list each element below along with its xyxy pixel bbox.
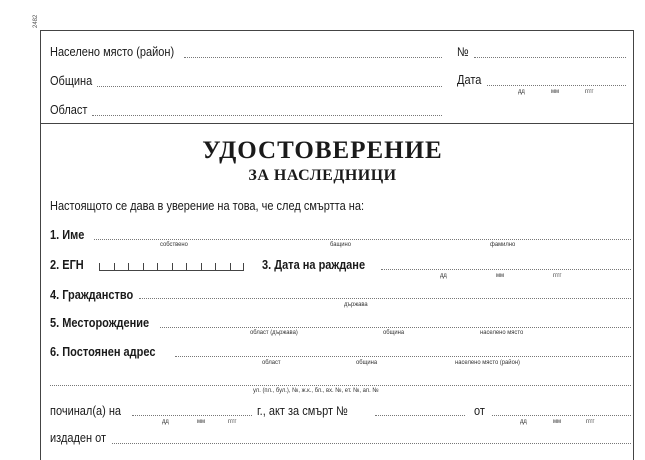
settlement-label: Населено място (район) [50, 45, 175, 59]
birthplace-field[interactable] [160, 327, 631, 328]
document-subtitle: ЗА НАСЛЕДНИЦИ [248, 167, 397, 184]
birth-month-hint: мм [496, 272, 505, 279]
address-label: 6. Постоянен адрес [50, 345, 156, 359]
birthplace-label: 5. Месторождение [50, 316, 150, 330]
header-divider [40, 123, 634, 124]
municipality-label: Община [50, 74, 93, 88]
citizenship-label: 4. Гражданство [50, 288, 134, 302]
date-month-hint: мм [551, 88, 560, 95]
date-label: Дата [457, 73, 482, 87]
from-date-field[interactable] [492, 415, 631, 416]
name-middle-hint: бащино [330, 241, 352, 248]
died-label: починал(а) на [50, 404, 122, 418]
birth-year-hint: гггг [553, 272, 562, 279]
street-field[interactable] [50, 385, 631, 386]
citizenship-hint: държава [344, 301, 368, 308]
birth-date-label: 3. Дата на раждане [262, 258, 366, 272]
died-year-hint: гггг [228, 418, 237, 425]
address-region-hint: област [262, 359, 281, 366]
form-code: 2482 [33, 14, 39, 28]
from-year-hint: гггг [586, 418, 595, 425]
from-label: от [474, 404, 485, 418]
region-label: Област [50, 103, 88, 117]
from-day-hint: дд [520, 418, 527, 425]
address-settlement-hint: населено място (район) [455, 359, 521, 366]
name-first-hint: собствено [160, 241, 188, 248]
birth-day-hint: дд [440, 272, 447, 279]
died-day-hint: дд [162, 418, 169, 425]
settlement-field[interactable] [184, 57, 442, 58]
issued-by-label: издаден от [50, 431, 107, 445]
date-day-hint: дд [518, 88, 525, 95]
intro-text: Настоящото се дава в уверение на това, че след смъртта на: [50, 199, 365, 213]
died-month-hint: мм [197, 418, 206, 425]
died-date-field[interactable] [132, 415, 252, 416]
address-municipality-hint: община [356, 359, 378, 366]
municipality-field[interactable] [97, 86, 442, 87]
number-label: № [457, 45, 469, 59]
date-field[interactable] [487, 85, 626, 86]
egn-label: 2. ЕГН [50, 258, 84, 272]
birthplace-municipality-hint: община [383, 329, 405, 336]
street-hint: ул. (пл., бул.), №, ж.к., бл., вх. №, ет. №, ап. № [253, 387, 379, 394]
name-label: 1. Име [50, 228, 85, 242]
address-field[interactable] [175, 356, 631, 357]
birth-date-field[interactable] [381, 269, 631, 270]
number-field[interactable] [474, 57, 626, 58]
region-field[interactable] [92, 115, 442, 116]
death-act-field[interactable] [375, 415, 465, 416]
name-field[interactable] [94, 239, 631, 240]
citizenship-field[interactable] [139, 298, 631, 299]
birthplace-settlement-hint: населено място [480, 329, 524, 336]
egn-field[interactable] [99, 262, 244, 271]
name-last-hint: фамилно [490, 241, 516, 248]
date-year-hint: гггг [585, 88, 594, 95]
birthplace-region-hint: област (държава) [250, 329, 298, 336]
from-month-hint: мм [553, 418, 562, 425]
death-act-label: г., акт за смърт № [257, 404, 348, 418]
document-title: УДОСТОВЕРЕНИЕ [202, 137, 443, 164]
